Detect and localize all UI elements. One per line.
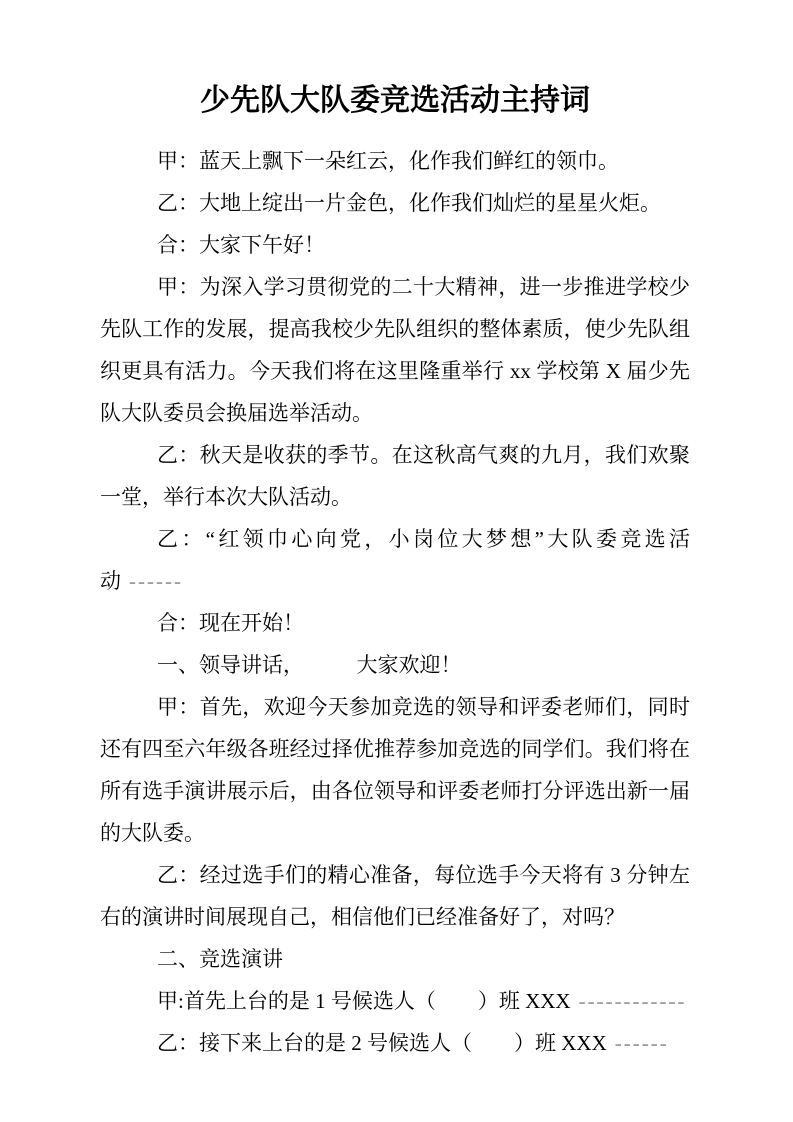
script-line-text: 乙：“红领巾心向党，小岗位大梦想”大队委竞选活动	[100, 527, 690, 593]
script-line	[100, 182, 690, 224]
script-line-text: 合：大家下午好！	[157, 233, 325, 257]
script-line-text: 一、领导讲话， 大家欢迎！	[157, 653, 462, 677]
dash-line: ------	[614, 1031, 669, 1055]
dash-line: ------	[129, 569, 183, 593]
script-line-text: 甲：为深入学习贯彻党的二十大精神，进一步推进学校少先队工作的发展，提高我校少先队组织的整体素质，使少先队组织更具有活力。今天我们将在这里隆重举行 xx 学校第 X 届少先队大队委员会换届选举活动。	[100, 275, 690, 425]
script-line	[100, 938, 690, 980]
script-line-text: 合：现在开始！	[157, 611, 304, 635]
script-line-text: 甲：首先，欢迎今天参加竞选的领导和评委老师们，同时还有四至六年级各班经过择优推荐参加竞选的同学们。我们将在所有选手演讲展示后，由各位领导和评委老师打分评选出新一届的大队委。	[100, 695, 690, 845]
script-line-text: 乙：经过选手们的精心准备，每位选手今天将有 3 分钟左右的演讲时间展现自己，相信他们已经准备好了，对吗？	[100, 863, 690, 929]
script-line	[100, 518, 690, 602]
script-line-text: 乙：接下来上台的是 2 号候选人（ ）班 XXX	[157, 1031, 607, 1055]
script-line	[100, 434, 690, 518]
document-title: 少先队大队委竞选活动主持词	[200, 84, 590, 117]
dash-line: ------------	[578, 989, 687, 1013]
document-body	[100, 140, 690, 1064]
script-line-text: 甲：蓝天上飘下一朵红云，化作我们鲜红的领巾。	[157, 149, 619, 173]
script-line-text: 甲:首先上台的是 1 号候选人（ ）班 XXX	[157, 989, 571, 1013]
script-line	[100, 266, 690, 434]
script-line	[100, 854, 690, 938]
script-line	[100, 980, 690, 1022]
script-line-text: 乙：大地上绽出一片金色，化作我们灿烂的星星火炬。	[157, 191, 661, 215]
script-line-text: 乙：秋天是收获的季节。在这秋高气爽的九月，我们欢聚一堂，举行本次大队活动。	[100, 443, 690, 509]
script-line	[100, 224, 690, 266]
script-line-text: 二、竞选演讲	[157, 947, 283, 971]
script-line	[100, 686, 690, 854]
script-line	[100, 602, 690, 644]
script-line	[100, 644, 690, 686]
script-line	[100, 1022, 690, 1064]
script-line	[100, 140, 690, 182]
